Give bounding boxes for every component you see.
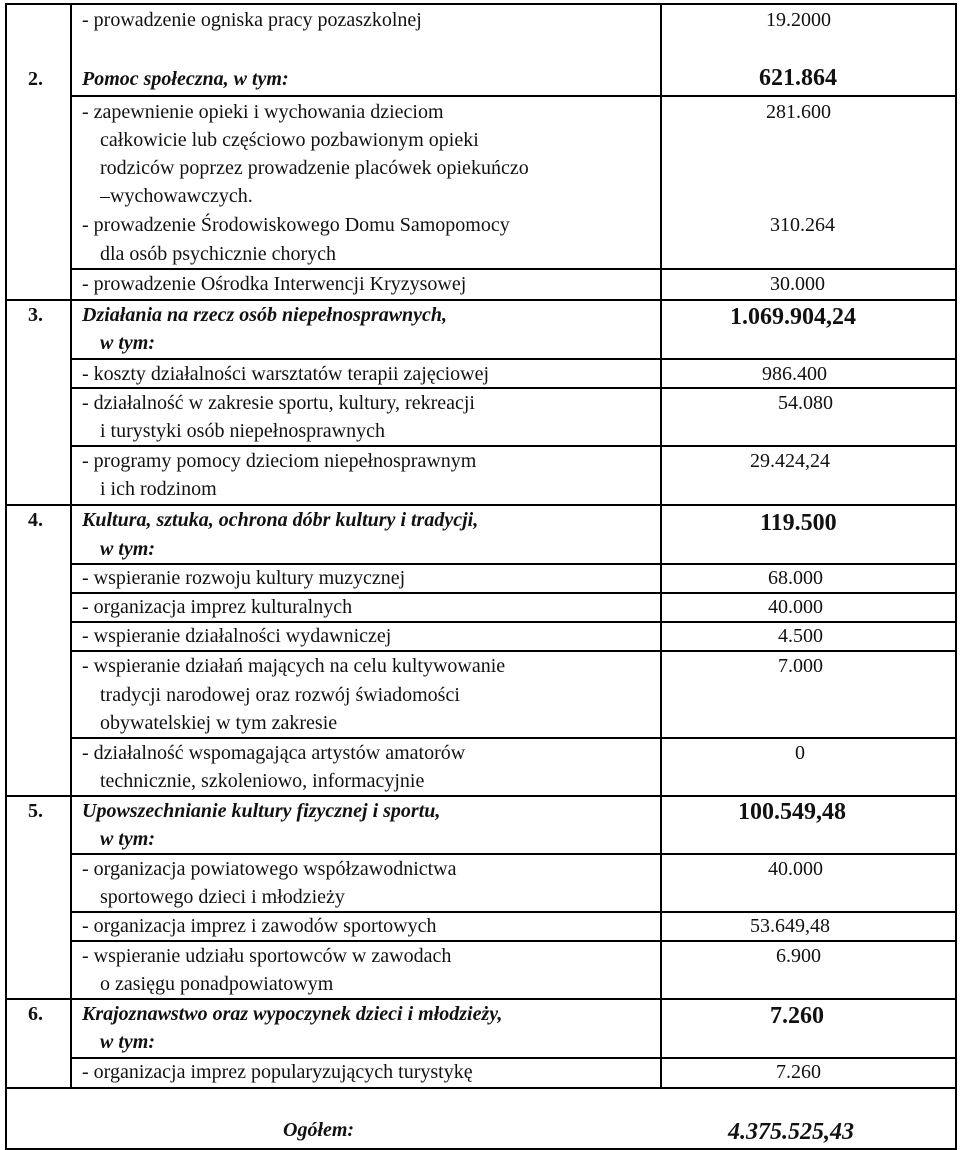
grid-line: [5, 504, 957, 506]
section-number: 6.: [28, 1003, 43, 1025]
item-amount: 40.000: [768, 596, 823, 618]
section-subtitle: w tym:: [100, 1031, 155, 1053]
item-description: - prowadzenie Ośrodka Interwencji Kryzysowej: [82, 273, 467, 295]
item-description: dla osób psychicznie chorych: [100, 243, 337, 265]
grid-line: [70, 621, 957, 623]
item-amount: 19.2000: [766, 9, 831, 31]
grid-line: [70, 592, 957, 594]
section-title: Krajoznawstwo oraz wypoczynek dzieci i młodzieży,: [82, 1003, 503, 1025]
section-title: Upowszechnianie kultury fizycznej i sportu,: [82, 800, 441, 822]
section-subtitle: w tym:: [100, 828, 155, 850]
grid-line: [5, 795, 957, 797]
item-description: - prowadzenie ogniska pracy pozaszkolnej: [82, 9, 422, 31]
item-description: - działalność wspomagająca artystów amatorów: [82, 742, 466, 764]
grid-line: [70, 3, 72, 1088]
section-amount: 621.864: [759, 65, 837, 91]
item-amount: 7.260: [776, 1061, 821, 1083]
item-description: i ich rodzinom: [100, 478, 217, 500]
grid-line: [5, 1087, 957, 1089]
section-amount: 7.260: [770, 1003, 824, 1029]
grid-line: [70, 737, 957, 739]
item-description: - programy pomocy dzieciom niepełnosprawnym: [82, 450, 477, 472]
item-amount: 281.600: [766, 101, 831, 123]
item-amount: 310.264: [770, 214, 835, 236]
total-label: Ogółem:: [283, 1119, 355, 1141]
item-amount: 30.000: [770, 273, 825, 295]
total-amount: 4.375.525,43: [728, 1119, 854, 1145]
grid-line: [70, 563, 957, 565]
item-amount: 7.000: [778, 655, 823, 677]
item-amount: 68.000: [768, 567, 823, 589]
section-amount: 119.500: [760, 510, 837, 536]
item-amount: 54.080: [778, 392, 833, 414]
item-description: - wspieranie działań mających na celu kultywowanie: [82, 655, 506, 677]
grid-line: [70, 387, 957, 389]
grid-line: [70, 358, 957, 360]
item-description: tradycji narodowej oraz rozwój świadomości: [100, 684, 460, 706]
item-amount: 6.900: [776, 945, 821, 967]
section-number: 2.: [28, 68, 43, 90]
grid-line: [5, 998, 957, 1000]
grid-line: [70, 445, 957, 447]
item-description: obywatelskiej w tym zakresie: [100, 712, 338, 734]
item-description: - organizacja imprez popularyzujących turystykę: [82, 1061, 473, 1083]
item-description: - wspieranie działalności wydawniczej: [82, 625, 392, 647]
item-description: o zasięgu ponadpowiatowym: [100, 973, 334, 995]
section-amount: 100.549,48: [738, 799, 846, 825]
grid-line: [70, 853, 957, 855]
grid-line: [70, 95, 957, 97]
item-description: całkowicie lub częściowo pozbawionym opieki: [100, 129, 479, 151]
grid-line: [70, 1057, 957, 1059]
section-title: Działania na rzecz osób niepełnosprawnych,: [82, 304, 448, 326]
item-description: - organizacja powiatowego współzawodnictwa: [82, 858, 457, 880]
item-amount: 40.000: [768, 858, 823, 880]
grid-line: [5, 3, 7, 1149]
section-title: Kultura, sztuka, ochrona dóbr kultury i tradycji,: [82, 509, 479, 531]
item-description: - koszty działalności warsztatów terapii zajęciowej: [82, 363, 490, 385]
item-amount: 29.424,24: [750, 450, 830, 472]
item-description: - wspieranie rozwoju kultury muzycznej: [82, 567, 406, 589]
section-number: 4.: [28, 509, 43, 531]
item-amount: 4.500: [778, 625, 823, 647]
grid-line: [5, 3, 957, 5]
item-amount: 53.649,48: [750, 915, 830, 937]
item-description: - wspieranie udziału sportowców w zawodach: [82, 945, 452, 967]
item-description: - prowadzenie Środowiskowego Domu Samopomocy: [82, 214, 510, 236]
grid-line: [660, 3, 662, 1088]
section-subtitle: w tym:: [100, 332, 155, 354]
item-description: - organizacja imprez i zawodów sportowych: [82, 915, 437, 937]
item-description: sportowego dzieci i młodzieży: [100, 886, 345, 908]
item-description: - zapewnienie opieki i wychowania dzieciom: [82, 101, 444, 123]
item-amount: 0: [795, 742, 805, 764]
item-description: –wychowawczych.: [100, 185, 253, 207]
item-amount: 986.400: [762, 363, 827, 385]
section-title: Pomoc społeczna, w tym:: [82, 68, 289, 90]
item-description: rodziców poprzez prowadzenie placówek opiekuńczo: [100, 157, 529, 179]
grid-line: [70, 940, 957, 942]
item-description: - działalność w zakresie sportu, kultury, rekreacji: [82, 392, 475, 414]
grid-line: [5, 1148, 957, 1150]
item-description: - organizacja imprez kulturalnych: [82, 596, 353, 618]
section-number: 5.: [28, 800, 43, 822]
grid-line: [5, 299, 957, 301]
grid-line: [955, 3, 957, 1149]
item-description: i turystyki osób niepełnosprawnych: [100, 420, 385, 442]
section-subtitle: w tym:: [100, 538, 155, 560]
item-description: technicznie, szkoleniowo, informacyjnie: [100, 770, 425, 792]
section-number: 3.: [28, 304, 43, 326]
grid-line: [70, 911, 957, 913]
grid-line: [70, 268, 957, 270]
grid-line: [70, 650, 957, 652]
section-amount: 1.069.904,24: [730, 304, 856, 330]
